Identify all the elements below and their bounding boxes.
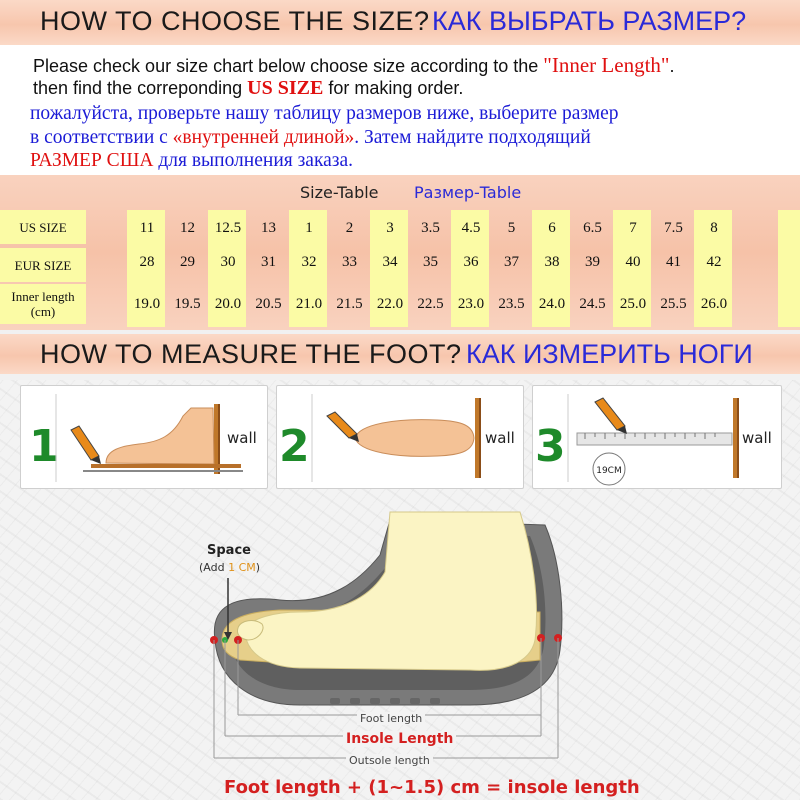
intro-ru-text: для выполнения заказа. <box>158 150 354 171</box>
us-size-cell: 11 <box>139 220 155 236</box>
inner-length-cell: 21.0 <box>295 296 323 312</box>
us-size-cell: 4.5 <box>461 220 481 236</box>
outsole-length-label: Outsole length <box>346 754 433 767</box>
step-3-number: 3 <box>535 421 566 472</box>
eur-size-cell: 34 <box>382 254 398 270</box>
row-label-us-size: US SIZE <box>0 210 86 244</box>
step-1-number: 1 <box>29 421 60 472</box>
us-size-cell: 1 <box>305 220 313 236</box>
us-size-ru-highlight: РАЗМЕР США <box>30 150 154 171</box>
space-hint-close: ) <box>255 561 261 574</box>
intro-ru-line-1: пожалуйста, проверьте нашу таблицу размеров ниже, выберите размер <box>30 103 619 124</box>
row-label-inner-length: Inner length (cm) <box>0 284 86 324</box>
step-2-number: 2 <box>279 421 310 472</box>
eur-size-cell: 31 <box>261 254 276 270</box>
intro-ru-text: . Затем найдите подходящий <box>354 127 591 148</box>
us-size-cell: 5 <box>507 220 516 236</box>
measure-band <box>0 334 800 374</box>
eur-size-cell: 33 <box>342 254 357 270</box>
intro-en-text: Please check our size chart below choose size according to the <box>33 56 539 76</box>
measure-step-3 <box>532 385 782 489</box>
foot-length-label: Foot length <box>357 712 425 725</box>
inner-length-cell: 26.0 <box>700 296 728 312</box>
eur-size-cell: 35 <box>423 254 438 270</box>
eur-size-cell: 29 <box>180 254 195 270</box>
us-size-cell: 3 <box>386 220 394 236</box>
intro-en-text: for making order. <box>328 78 464 98</box>
wall-label-2: wall <box>485 429 515 447</box>
us-size-highlight: US SIZE <box>247 77 324 99</box>
inner-length-cell: 19.5 <box>174 296 201 312</box>
insole-length-label: Insole Length <box>343 731 456 747</box>
us-size-cell: 7.5 <box>664 220 683 236</box>
us-size-cell: 12.5 <box>214 220 242 236</box>
us-size-cell: 8 <box>710 220 718 236</box>
us-size-cell: 12 <box>180 220 195 236</box>
space-hint-text: (Add <box>199 561 225 574</box>
inner-length-cell: 23.0 <box>457 296 485 312</box>
us-size-cell: 2 <box>345 220 354 236</box>
us-size-cell: 6 <box>548 220 556 236</box>
inner-length-ru-highlight: «внутренней длиной» <box>172 127 355 148</box>
inner-length-cell: 19.0 <box>133 296 161 312</box>
measure-step-1 <box>20 385 268 489</box>
us-size-cell: 3.5 <box>421 220 440 236</box>
row-label-eur-size: EUR SIZE <box>0 248 86 282</box>
intro-en-line-2 <box>33 77 463 100</box>
intro-en-line-1 <box>33 53 675 78</box>
inner-length-cell: 20.5 <box>255 296 282 312</box>
intro-section <box>0 45 800 175</box>
header-band <box>0 0 800 45</box>
eur-size-cell: 28 <box>139 254 155 270</box>
step-3-reading: 19CM <box>596 466 622 476</box>
size-table-heading-en: Size-Table <box>300 183 379 202</box>
eur-size-cell: 30 <box>220 254 236 270</box>
size-column-highlight <box>778 210 800 327</box>
inner-length-cell: 25.0 <box>619 296 647 312</box>
header-title-ru: КАК ВЫБРАТЬ РАЗМЕР? <box>432 6 747 36</box>
inner-length-cell: 22.5 <box>417 296 444 312</box>
inner-length-cell: 24.0 <box>538 296 566 312</box>
foot-diagram <box>0 500 800 800</box>
measure-title-en: HOW TO MEASURE THE FOOT? <box>40 339 462 369</box>
eur-size-cell: 39 <box>585 254 600 270</box>
space-hint <box>199 561 260 574</box>
intro-en-text: then find the correponding <box>33 78 243 98</box>
us-size-cell: 7 <box>629 220 637 236</box>
header-title-en: HOW TO CHOOSE THE SIZE? <box>40 6 430 36</box>
inner-length-cell: 25.5 <box>660 296 687 312</box>
size-formula: Foot length + (1~1.5) cm = insole length <box>224 777 640 798</box>
size-table <box>0 175 800 330</box>
eur-size-cell: 37 <box>504 254 519 270</box>
inner-length-highlight: "Inner Length" <box>543 53 670 77</box>
us-size-cell: 6.5 <box>583 220 602 236</box>
inner-length-cell: 22.0 <box>376 296 404 312</box>
inner-length-cell: 21.5 <box>336 296 363 312</box>
eur-size-cell: 36 <box>463 254 479 270</box>
intro-en-period: . <box>669 56 675 76</box>
inner-length-cell: 24.5 <box>579 296 606 312</box>
intro-ru-line-2 <box>30 127 591 149</box>
size-table-grid <box>0 210 800 327</box>
eur-size-cell: 38 <box>544 254 560 270</box>
intro-ru-text: в соответствии с <box>30 127 168 148</box>
us-size-cell: 13 <box>261 220 276 236</box>
eur-size-cell: 32 <box>301 254 317 270</box>
wall-label-1: wall <box>227 429 257 447</box>
space-hint-amount: 1 CM <box>228 561 256 574</box>
eur-size-cell: 40 <box>625 254 641 270</box>
space-label: Space <box>207 543 251 558</box>
measure-step-2 <box>276 385 524 489</box>
intro-ru-line-3 <box>30 150 353 172</box>
inner-length-cell: 20.0 <box>214 296 242 312</box>
wall-label-3: wall <box>742 429 772 447</box>
eur-size-cell: 42 <box>706 254 722 270</box>
inner-length-cell: 23.5 <box>498 296 525 312</box>
size-table-heading-ru: Размер-Table <box>414 183 522 202</box>
measure-title-ru: КАК ИЗМЕРИТЬ НОГИ <box>466 339 753 369</box>
eur-size-cell: 41 <box>666 254 681 270</box>
